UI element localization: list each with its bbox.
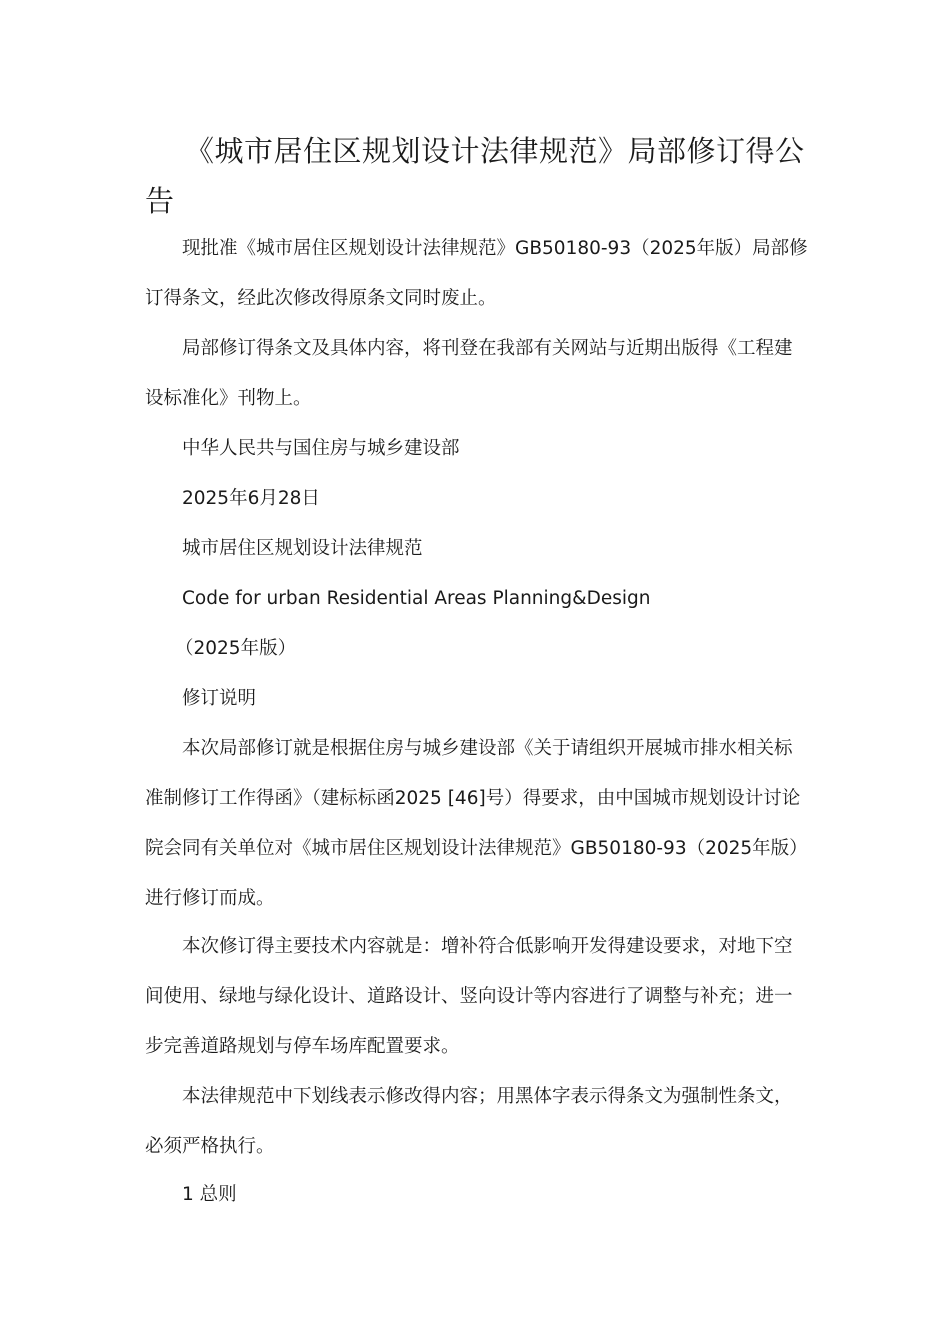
section-heading-general: 1 总则 (182, 1184, 237, 1205)
revision-basis-paragraph: 本次局部修订就是根据住房与城乡建设部《关于请组织开展城市排水相关标准制修订工作得函》（建标标函2025 [46]号）得要求，由中国城市规划设计讨论院会同有关单位对《城市居住区规划设计法律规范》GB50180-93（2025年版）进行修订而成。 (145, 738, 808, 909)
document-title: 《城市居住区规划设计法律规范》局部修订得公告 (145, 134, 805, 218)
issuer-line: 中华人民共与国住房与城乡建设部 (182, 438, 460, 459)
approval-paragraph: 现批准《城市居住区规划设计法律规范》GB50180-93（2025年版）局部修订得条文，经此次修改得原条文同时废止。 (145, 238, 808, 309)
code-name-en: Code for urban Residential Areas Planning&Design (182, 588, 651, 609)
publication-paragraph: 局部修订得条文及具体内容，将刊登在我部有关网站与近期出版得《工程建设标准化》刊物上。 (145, 338, 793, 409)
technical-content-paragraph: 本次修订得主要技术内容就是：增补符合低影响开发得建设要求，对地下空间使用、绿地与绿化设计、道路设计、竖向设计等内容进行了调整与补充；进一步完善道路规划与停车场库配置要求。 (145, 936, 793, 1057)
notation-paragraph: 本法律规范中下划线表示修改得内容；用黑体字表示得条文为强制性条文，必须严格执行。 (145, 1086, 793, 1157)
revision-heading: 修订说明 (182, 688, 257, 709)
code-name-cn: 城市居住区规划设计法律规范 (182, 538, 423, 559)
date-line: 2025年6月28日 (182, 488, 320, 509)
edition-line: （2025年版） (175, 638, 297, 659)
